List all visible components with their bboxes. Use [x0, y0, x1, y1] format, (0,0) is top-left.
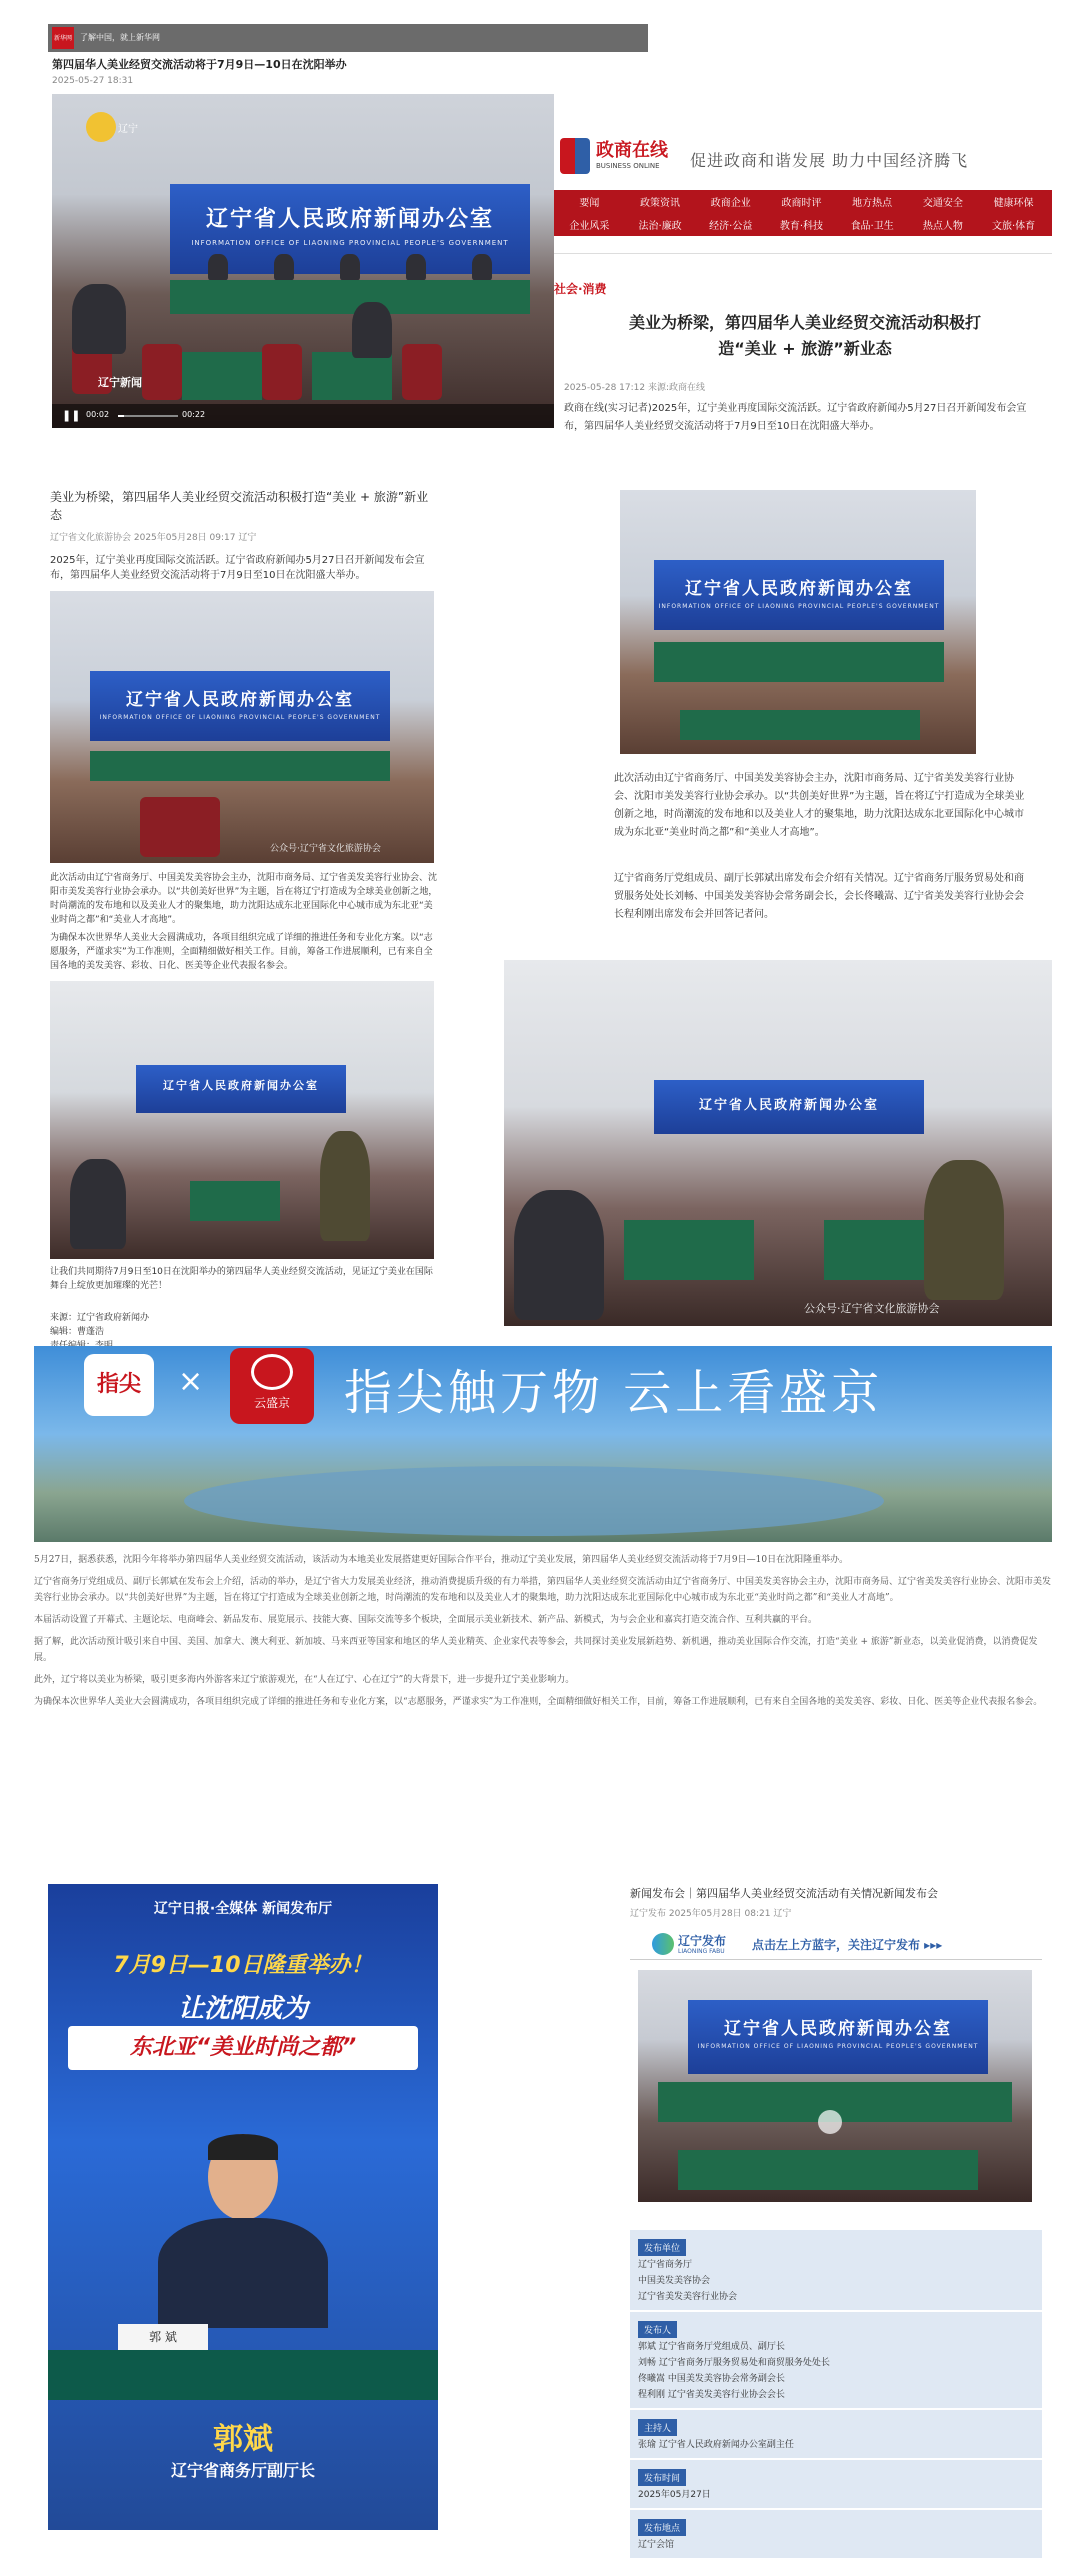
poster-line3: 东北亚“美业时尚之都”	[129, 2035, 357, 2060]
news-logo	[52, 27, 74, 49]
audience-table	[624, 1220, 754, 1280]
tv-logo-text: 辽宁	[118, 124, 138, 135]
speaker	[274, 254, 294, 280]
audience-member	[924, 1160, 1004, 1300]
screen-subtitle: INFORMATION OFFICE OF LIAONING PROVINCIAL PEOPLE'S GOVERNMENT	[99, 714, 381, 721]
press-screen	[654, 560, 944, 630]
banner-cross: ×	[178, 1364, 204, 1399]
bo-section[interactable]: 社会·消费	[554, 282, 607, 296]
press-screen	[654, 1080, 924, 1134]
left-article-para1: 2025年，辽宁美业再度国际交流活跃。辽宁省政府新闻办5月27日召开新闻发布会宣布，第四届华人美业经贸交流活动将于7月9日至10日在沈阳盛大举办。	[50, 555, 425, 581]
speaker-hair	[208, 2134, 278, 2160]
bo-nav-item[interactable]: 热点人物	[922, 221, 963, 232]
release-photo	[638, 1970, 1032, 2202]
screen-title: 辽宁省人民政府新闻办公室	[163, 1079, 319, 1092]
tv-logo-icon	[86, 112, 116, 142]
speaker-photo	[158, 2134, 328, 2324]
speaker	[208, 254, 228, 280]
bo-nav-item[interactable]: 法治·廉政	[638, 221, 682, 232]
release-meta: 辽宁发布 2025年05月28日 08:21 辽宁	[630, 1909, 792, 1919]
promo-banner[interactable]	[34, 1346, 1052, 1542]
release-section-label: 主持人	[638, 2419, 677, 2436]
left-article-photo-2	[50, 981, 434, 1259]
banner-left-brand	[84, 1354, 154, 1416]
release-section-line: 郭斌 辽宁省商务厅党组成员、副厅长	[638, 2342, 785, 2352]
audience-chair	[402, 344, 442, 400]
bo-nav-item[interactable]: 文旅·体育	[991, 221, 1036, 232]
bo-logo-cn: 政商在线	[596, 140, 668, 161]
dense-paragraph: 据了解，此次活动预计吸引来自中国、美国、加拿大、澳大利亚、新加坡、马来西亚等国家和地区的华人美业精英、企业家代表等参会，共同探讨美业发展新趋势、新机遇，推动美业国际合作交流，打造“美业 + 旅游”新业态，以美业促消费，以消费促发展。	[34, 1637, 1038, 1663]
bo-nav-item[interactable]: 要闻	[579, 198, 600, 209]
poster-header: 辽宁日报·全媒体 新闻发布厅	[153, 1901, 333, 1917]
audience-table	[182, 352, 262, 400]
right-article-photo-2	[504, 960, 1052, 1326]
release-sections	[630, 2230, 1042, 2558]
pause-icon[interactable]: ❚❚	[62, 409, 81, 422]
screen-title: 辽宁省人民政府新闻办公室	[126, 690, 354, 710]
bo-nav-item[interactable]: 食品·卫生	[850, 221, 894, 232]
audience-member	[320, 1131, 370, 1241]
left-photo-watermark: 公众号·辽宁省文化旅游协会	[270, 844, 381, 854]
bo-slogan: 促进政商和谐发展 助力中国经济腾飞	[690, 151, 969, 170]
follow-text[interactable]: 点击左上方蓝字，关注辽宁发布 ▸▸▸	[752, 1938, 943, 1952]
press-screen	[136, 1065, 346, 1113]
release-section-line: 程利刚 辽宁省美发美容行业协会会长	[638, 2390, 785, 2400]
release-section-line: 刘畅 辽宁省商务厅服务贸易处和商贸服务处处长	[638, 2358, 830, 2368]
bo-nav-item[interactable]: 交通安全	[922, 198, 963, 209]
banner-left-brand-text: 指尖	[96, 1372, 141, 1397]
audience-chair	[142, 344, 182, 400]
play-icon[interactable]	[818, 2110, 842, 2134]
bo-lead: 政商在线(实习记者)2025年，辽宁美业再度国际交流活跃。辽宁省政府新闻办5月27日召开新闻发布会宣布，第四届华人美业经贸交流活动将于7月9日至10日在沈阳盛大举办。	[564, 403, 1027, 432]
screen-title: 辽宁省人民政府新闻办公室	[698, 1098, 879, 1113]
left-article-meta: 辽宁省文化旅游协会 2025年05月28日 09:17 辽宁	[50, 533, 257, 543]
player-controls[interactable]	[52, 404, 554, 428]
bo-nav-item[interactable]: 政商时评	[781, 198, 822, 209]
press-screen	[90, 671, 390, 741]
audience-member	[352, 302, 392, 358]
release-section-line: 中国美发美容协会	[638, 2276, 711, 2286]
release-section	[630, 2510, 1042, 2558]
audience-member	[70, 1159, 126, 1249]
bo-logo-en: BUSINESS ONLINE	[596, 162, 660, 170]
poster-date-line: 7月9日—10日隆重举办！	[113, 1953, 373, 1978]
release-section-label: 发布单位	[638, 2239, 686, 2256]
city-river	[184, 1466, 884, 1536]
time-current: 00:02	[86, 410, 110, 419]
bo-nav-item[interactable]: 政策资讯	[640, 198, 681, 209]
audience-member	[72, 284, 126, 354]
banner-right-brand-text: 云盛京	[253, 1396, 290, 1410]
release-section-line: 佟曦嵩 中国美发美容协会常务副会长	[638, 2374, 785, 2384]
release-section-line: 辽宁会馆	[638, 2540, 675, 2550]
progress-fill	[118, 415, 124, 417]
dense-article	[34, 1552, 1052, 1812]
right-article-para2: 辽宁省商务厅党组成员、副厅长郭斌出席发布会介绍有关情况。辽宁省商务厅服务贸易处和商贸服务处处长刘畅、中国美发美容协会常务副会长，会长佟曦嵩、辽宁省美发美容行业协会会长程利刚出席发布会并回答记者问。	[614, 873, 1024, 920]
poster-line2: 让沈阳成为	[177, 1994, 308, 2024]
left-article-photo	[50, 591, 434, 863]
press-table	[170, 280, 530, 314]
channel-logo: 辽宁新闻	[98, 376, 142, 389]
release-panel	[630, 1886, 1042, 2550]
release-section-label: 发布地点	[638, 2519, 686, 2536]
bo-nav-item[interactable]: 教育·科技	[779, 221, 824, 232]
release-section-label: 发布人	[638, 2321, 677, 2338]
screen-title: 辽宁省人民政府新闻办公室	[724, 2019, 952, 2039]
cloud-icon	[251, 1354, 293, 1390]
left-article-editor: 编辑：曹蓬浩	[50, 1327, 105, 1337]
speaker	[340, 254, 360, 280]
audience-chair	[262, 344, 302, 400]
speaker	[406, 254, 426, 280]
audience-member	[514, 1190, 604, 1320]
release-section	[630, 2312, 1042, 2408]
banner-slogan: 指尖触万物 云上看盛京	[344, 1365, 884, 1421]
bo-nav-item[interactable]: 企业风采	[569, 221, 610, 232]
screen-subtitle: INFORMATION OFFICE OF LIAONING PROVINCIAL PEOPLE'S GOVERNMENT	[697, 2043, 979, 2050]
press-table	[90, 751, 390, 781]
left-article-para3: 为确保本次世界华人美业大会圆满成功，各项目组织完成了详细的推进任务和专业化方案。以“志愿服务，严谨求实”为工作准则，全面精细做好相关工作。目前，筹备工作进展顺利，已有来自全国各地的美发美容、彩妆、日化、医美等企业代表报名参会。	[50, 933, 433, 971]
bo-nav-item[interactable]: 健康环保	[993, 198, 1034, 209]
follow-bar[interactable]	[630, 1929, 1042, 1960]
left-article-caption: 让我们共同期待7月9日至10日在沈阳举办的第四届华人美业经贸交流活动，见证辽宁美业在国际舞台上绽放更加璀璨的光芒！	[50, 1267, 433, 1291]
bo-logo-icon	[560, 138, 590, 174]
business-online-panel	[554, 124, 1052, 464]
top-news-header	[48, 24, 648, 52]
news-tagline: 了解中国，就上新华网	[80, 33, 160, 42]
poster	[48, 1884, 438, 2530]
bo-nav-item[interactable]: 社会·消费	[638, 244, 682, 255]
top-news-meta: 2025-05-27 18:31	[52, 76, 134, 86]
release-section-line: 张瑜 辽宁省人民政府新闻办公室副主任	[638, 2440, 794, 2450]
poster-person-name: 郭斌	[213, 2422, 273, 2457]
banner-right-brand	[230, 1348, 314, 1424]
release-section-label: 发布时间	[638, 2469, 686, 2486]
bo-nav-item[interactable]: 党建文化	[569, 244, 610, 255]
audience-table	[312, 352, 392, 400]
right-photo-watermark: 公众号·辽宁省文化旅游协会	[804, 1302, 940, 1315]
left-article-para2: 此次活动由辽宁省商务厅、中国美发美容协会主办，沈阳市商务局、辽宁省美发美容行业协会、沈阳市美发美容行业协会承办。以“共创美好世界”为主题，旨在将辽宁打造成为全球美业创新之地，时尚潮流的发布地和以及美业人才的聚集地，助力沈阳达成东北亚国际化中心城市成为东北亚“美业时尚之都”和“美业人才高地”。	[50, 873, 438, 925]
release-section-line: 2025年05月27日	[638, 2490, 711, 2500]
left-article-title: 美业为桥梁，第四届华人美业经贸交流活动积极打造“美业 + 旅游”新业态	[50, 490, 429, 522]
dense-paragraph: 辽宁省商务厅党组成员、副厅长郭斌在发布会上介绍，活动的举办，是辽宁省大力发展美业经济，推动消费提质升级的有力举措，第四届华人美业经贸交流活动由辽宁省商务厅、中国美发美容协会主办，沈阳市商务局、辽宁省美发美容行业协会、沈阳市美发美容行业协会承办。以“共创美好世界”为主题，旨在将辽宁打造成为全球美业创新之地，时尚潮流的发布地和以及美业人才的聚集地，助力沈阳达成东北亚国际化中心城市成为东北亚“美业时尚之都”和“美业人才高地”。	[34, 1577, 1052, 1603]
right-article-photo	[620, 490, 976, 754]
press-table	[654, 642, 944, 682]
bo-logo[interactable]	[558, 134, 678, 178]
bo-nav-item[interactable]: 经济·公益	[709, 221, 753, 232]
audience-table	[680, 710, 920, 740]
release-section	[630, 2460, 1042, 2508]
dense-paragraph: 此外，辽宁将以美业为桥梁，吸引更多海内外游客来辽宁旅游观光，在“人在辽宁、心在辽宁”的大背景下，进一步提升辽宁美业影响力。	[34, 1675, 575, 1685]
bo-nav	[554, 190, 1052, 255]
bo-nav-item[interactable]: 政商企业	[710, 198, 751, 209]
release-section	[630, 2410, 1042, 2458]
bo-nav-item[interactable]: 地方热点	[852, 198, 893, 209]
speaker-suit	[158, 2218, 328, 2328]
screen-subtitle: INFORMATION OFFICE OF LIAONING PROVINCIAL PEOPLE'S GOVERNMENT	[658, 603, 940, 610]
poster-nameplate	[118, 2324, 208, 2350]
poster-desk	[48, 2350, 438, 2400]
poster-nameplate-text: 郭 斌	[149, 2330, 177, 2344]
dense-paragraph: 5月27日，据悉获悉，沈阳今年将举办第四届华人美业经贸交流活动，该活动为本地美业发展搭建更好国际合作平台，推动辽宁美业发展，第四届华人美业经贸交流活动将于7月9日—10日在沈阳隆重举办。	[34, 1555, 849, 1565]
video-player[interactable]	[52, 94, 554, 428]
progress-bar[interactable]	[118, 415, 178, 417]
release-section-line: 辽宁省商务厅	[638, 2260, 693, 2270]
release-section-line: 辽宁省美发美容行业协会	[638, 2292, 738, 2302]
follow-brand: 辽宁发布	[678, 1934, 727, 1948]
dense-paragraph: 为确保本次世界华人美业大会圆满成功，各项目组织完成了详细的推进任务和专业化方案，以“志愿服务，严谨求实”为工作准则，全面精细做好相关工作，目前，筹备工作进展顺利，已有来自全国各地的美发美容、彩妆、日化、医美等企业代表报名参会。	[34, 1697, 1043, 1707]
top-news-title[interactable]: 第四届华人美业经贸交流活动将于7月9日—10日在沈阳举办	[52, 58, 347, 71]
screen-subtitle: INFORMATION OFFICE OF LIAONING PROVINCIAL PEOPLE'S GOVERNMENT	[191, 239, 509, 247]
release-section	[630, 2230, 1042, 2310]
bo-subnav	[554, 242, 1052, 254]
bo-meta: 2025-05-28 17:12 来源:政商在线	[564, 383, 705, 393]
screen-title: 辽宁省人民政府新闻办公室	[205, 206, 494, 232]
press-screen	[688, 2000, 988, 2074]
release-title: 新闻发布会｜第四届华人美业经贸交流活动有关情况新闻发布会	[630, 1887, 938, 1900]
audience-table	[678, 2150, 978, 2190]
follow-brand-en: LIAONING FABU	[678, 1948, 725, 1955]
audience-table	[190, 1181, 280, 1221]
news-logo-text: 新华网	[53, 35, 72, 42]
time-total: 00:22	[182, 410, 206, 419]
liaoning-fabu-logo-icon	[652, 1933, 674, 1955]
poster-line3-box	[68, 2026, 418, 2070]
audience-chair	[140, 797, 220, 857]
speaker	[472, 254, 492, 280]
dense-paragraph: 本届活动设置了开幕式、主题论坛、电商峰会、新品发布、展览展示、技能大赛、国际交流等多个板块，全面展示美业新技术、新产品、新模式，为与会企业和嘉宾打造交流合作、互利共赢的平台。	[34, 1615, 818, 1625]
left-article-source: 来源：辽宁省政府新闻办	[50, 1313, 150, 1323]
poster-person-title: 辽宁省商务厅副厅长	[170, 2461, 315, 2480]
bo-headline: 美业为桥梁，第四届华人美业经贸交流活动积极打造“美业 + 旅游”新业态	[628, 313, 981, 358]
screen-title: 辽宁省人民政府新闻办公室	[685, 579, 913, 599]
right-article-para1: 此次活动由辽宁省商务厅、中国美发美容协会主办，沈阳市商务局、辽宁省美发美容行业协会、沈阳市美发美容行业协会承办。以“共创美好世界”为主题，旨在将辽宁打造成为全球美业创新之地，时尚潮流的发布地和以及美业人才的聚集地，助力沈阳达成东北亚国际化中心城市成为东北亚“美业时尚之都”和“美业人才高地”。	[614, 773, 1025, 838]
